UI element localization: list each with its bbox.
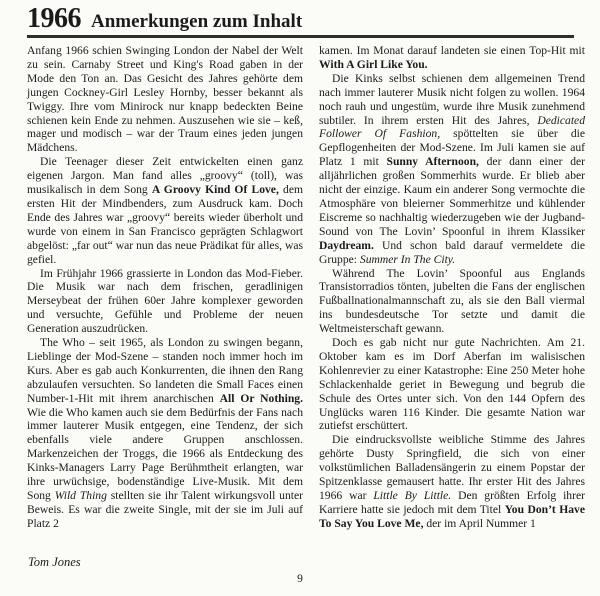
paragraph xyxy=(319,433,585,530)
paragraph xyxy=(319,267,585,337)
paragraph xyxy=(319,44,585,72)
song-title-italic: Little By Little. xyxy=(373,489,452,502)
left-column xyxy=(27,44,303,531)
body-text: Die Kinks selbst schienen dem allgemeinen Trend nach immer lauterer Musik nicht folgen zu wollen. 1964 noch rauh und ungestüm, wurde ihre Musik zunehmend subtiler. In ihrem ersten Hit des Jahres, xyxy=(319,71,585,127)
paragraph xyxy=(27,336,303,531)
song-title-bold: A Groovy Kind Of Love, xyxy=(151,183,279,197)
body-text: Im Frühjahr 1966 grassierte in London das Mod-Fieber. Die Musik war nach dem frischen, geradlinigen Merseybeat der frühen 60er Jahre komplexer geworden und versuchte, Gefühle und Probleme der neuen Generation auszudrücken. xyxy=(27,266,303,336)
song-title-bold: With A Girl Like You. xyxy=(319,57,428,71)
body-text: Und schon bald darauf vermeldete die Gruppe: xyxy=(319,238,585,266)
paragraph xyxy=(27,155,303,266)
body-text: Wie die Who kamen auch sie dem Bedürfnis der Fans nach immer lauterer Musik entgegen, eine Tendenz, der sich ebenfalls viele andere Gruppen anschlossen. Markenzeichen der Troggs, die 1966 als Entdeckung des Kinks-Managers Larry Page Berühmtheit erlangten, war ihre urwüchsige, bodenständige Live-Musik. Mit dem Song xyxy=(27,405,303,502)
song-title-bold: Sunny Afternoon, xyxy=(386,155,479,169)
body-text: Doch es gab nicht nur gute Nachrichten. Am 21. Oktober kam es im Dorf Aberfan im walisischen Kohlenrevier zu einer Katastrophe: Eine 250 Meter hohe Schlackenhalde geriet in Bewegung und begrub die Schule des Ortes unter sich. Von den 144 Opfern des Unglücks waren 116 Kinder. Die gesamte Nation war zutiefst erschüttert. xyxy=(319,336,585,433)
song-title-bold: All Or Nothing. xyxy=(219,391,303,405)
song-title-italic: Summer In The City. xyxy=(359,252,456,266)
body-text: der im April Nummer 1 xyxy=(423,516,536,530)
song-title-italic: Wild Thing xyxy=(54,489,107,502)
page-number: 9 xyxy=(297,573,303,585)
body-text: spöttelten sie über die Gepflogenheiten der Mod-Szene. Im Juli kamen sie auf Platz 1 mit xyxy=(319,127,585,169)
song-title-italic: Dedicated Follower Of Fashion, xyxy=(319,113,585,141)
paragraph xyxy=(27,267,303,337)
body-text: stellten sie ihr Talent wirkungsvoll unter Beweis. Es war die zweite Single, mit der sie im Juli auf Platz 2 xyxy=(27,489,303,530)
body-text: kamen. Im Monat darauf landeten sie einen Top-Hit mit xyxy=(319,44,585,57)
header-year: 1966 xyxy=(27,3,81,34)
paragraph xyxy=(319,72,585,267)
body-text: der dann einer der alljährlichen großen Sommerhits wurde. Er blieb aber nicht der einzige. Kaum ein anderer Song vermochte die Atmosphäre von bleierner Sommerhitze und kühlender Eiscreme so nachhaltig wiederzugeben wie der Jugband-Sound von The Lovin’ Spoonful in ihrem Klassiker xyxy=(319,155,586,238)
body-text: dem ersten Hit der Mindbenders, zum Ausdruck kam. Doch Ende des Jahres war „groovy“ bereits wieder überholt und wurde von einem in San Francisco geprägten Schlagwort abgelöst: „far out“ war nun das neue Prädikat für alles, was gefiel. xyxy=(27,183,303,266)
text-columns xyxy=(27,44,585,531)
body-text: Während The Lovin’ Spoonful aus Englands Transistorradios tönten, jubelten die Fans der englischen Fußballnationalmannschaft zu, als sie den Ball viermal ins bundesdeutsche Tor setzte und damit die Weltmeisterschaft gewann. xyxy=(319,266,585,336)
body-text: Die eindrucksvollste weibliche Stimme des Jahres gehörte Dusty Springfield, die sich von einer volkstümlichen Balladensängerin zu einem Popstar der Spitzenklasse gemausert hatte. Ihr erster Hit des Jahres 1966 war xyxy=(319,433,585,502)
body-text: Die Teenager dieser Zeit entwickelten einen ganz eigenen Jargon. Man fand alles „groovy“ (toll), was musikalisch in dem Song xyxy=(27,155,303,197)
body-text: Anfang 1966 schien Swinging London der Nabel der Welt zu sein. Carnaby Street und King's Road gaben in der Mode den Ton an. Das Gesicht des Jahres gehörte dem jungen Cockney-Girl Lesley Hornby, besser bekannt als Twiggy. Ihre vom Minirock nur knapp bedeckten Beine schienen kein Ende zu nehmen. Auszusehen wie sie – keß, mager und modisch – war der Traum eines jeden jungen Mädchens. xyxy=(27,44,303,155)
photo-caption: Tom Jones xyxy=(28,555,81,569)
paragraph xyxy=(27,44,303,155)
song-title-bold: You Don’t Have To Say You Love Me, xyxy=(319,502,585,530)
song-title-bold: Daydream. xyxy=(319,238,374,252)
page-title: Anmerkungen zum Inhalt xyxy=(91,11,303,32)
body-text: Den größten Erfolg ihrer Karriere hatte sie jedoch mit dem Titel xyxy=(319,489,585,516)
body-text: The Who – seit 1965, als London zu swingen begann, Lieblinge der Mod-Szene – standen noch immer hoch im Kurs. Aber es gab auch Konkurrenten, die ihnen den Rang abzulaufen versuchten. So landeten die Small Faces einen Number-1-Hit mit ihrem anarchischen xyxy=(27,336,303,405)
paragraph xyxy=(319,336,585,433)
page-header xyxy=(27,5,574,38)
right-column xyxy=(319,44,585,531)
